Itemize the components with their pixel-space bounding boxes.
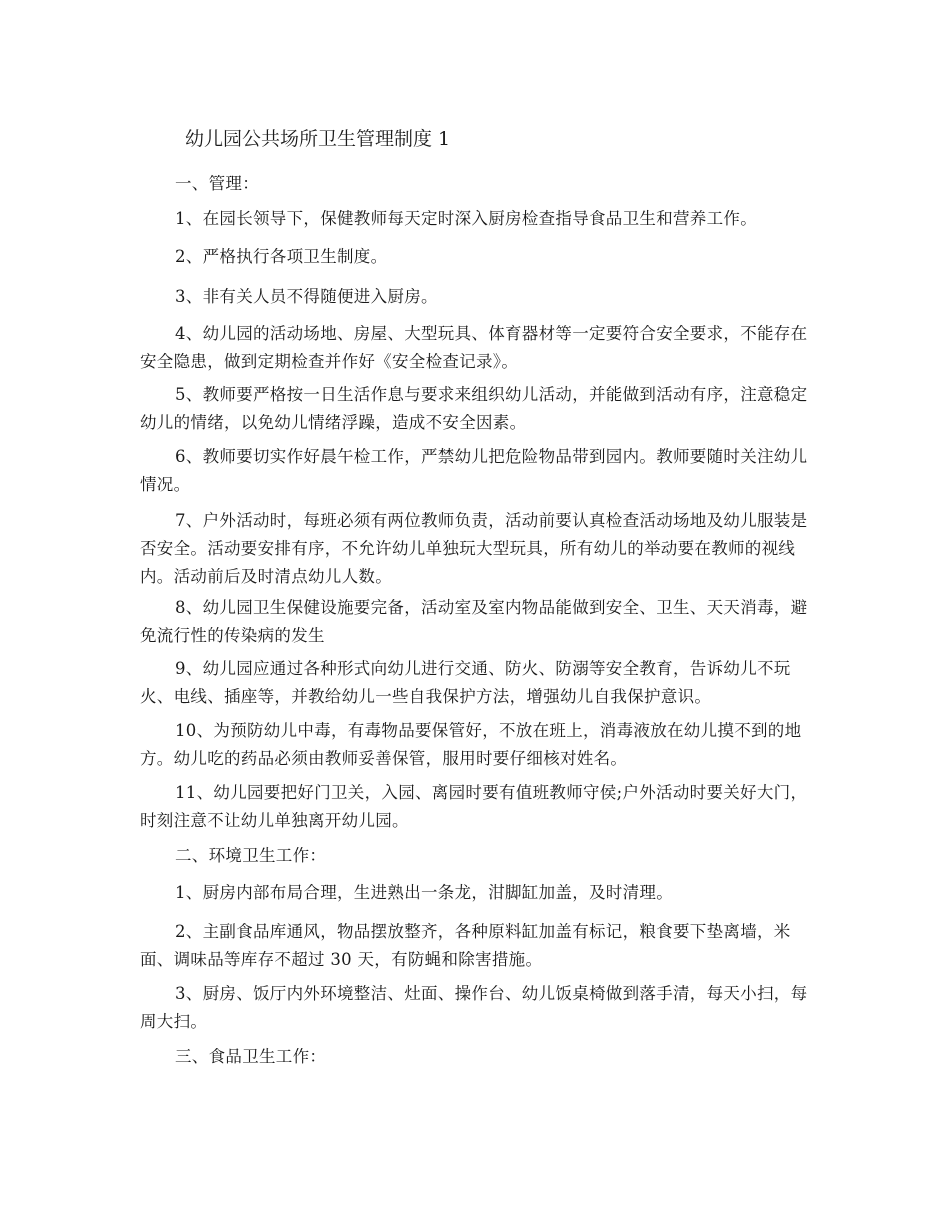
paragraph: 10、为预防幼儿中毒，有毒物品要保管好，不放在班上，消毒液放在幼儿摸不到的地方。幼儿吃的药品必须由教师妥善保管，服用时要仔细核对姓名。 xyxy=(140,721,802,768)
paragraph: 2、严格执行各项卫生制度。 xyxy=(175,247,388,266)
paragraph: 5、教师要严格按一日生活作息与要求来组织幼儿活动，并能做到活动有序，注意稳定幼儿的情绪，以免幼儿情绪浮躁，造成不安全因素。 xyxy=(140,385,808,432)
section-heading-management: 一、管理： xyxy=(175,174,259,193)
paragraph: 1、在园长领导下，保健教师每天定时深入厨房检查指导食品卫生和营养工作。 xyxy=(175,209,757,228)
paragraph: 1、厨房内部布局合理，生进熟出一条龙，泔脚缸加盖，及时清理。 xyxy=(175,883,673,902)
paragraph: 4、幼儿园的活动场地、房屋、大型玩具、体育器材等一定要符合安全要求，不能存在安全隐患，做到定期检查并作好《安全检查记录》。 xyxy=(140,324,808,371)
document-title: 幼儿园公共场所卫生管理制度 1 xyxy=(185,128,451,150)
section-heading-environment: 二、环境卫生工作： xyxy=(175,846,327,865)
paragraph: 6、教师要切实作好晨午检工作，严禁幼儿把危险物品带到园内。教师要随时关注幼儿情况。 xyxy=(140,447,808,494)
paragraph: 7、户外活动时，每班必须有两位教师负责，活动前要认真检查活动场地及幼儿服装是否安全。活动要安排有序，不允许幼儿单独玩大型玩具，所有幼儿的举动要在教师的视线内。活动前后及时清点幼儿人数。 xyxy=(140,511,808,586)
paragraph: 3、非有关人员不得随便进入厨房。 xyxy=(175,287,438,306)
paragraph: 2、主副食品库通风，物品摆放整齐，各种原料缸加盖有标记，粮食要下垫离墙，米面、调味品等库存不超过 30 天，有防蝇和除害措施。 xyxy=(140,922,791,969)
section-heading-food-hygiene: 三、食品卫生工作： xyxy=(175,1047,327,1066)
paragraph: 9、幼儿园应通过各种形式向幼儿进行交通、防火、防溺等安全教育，告诉幼儿不玩火、电线、插座等，并教给幼儿一些自我保护方法，增强幼儿自我保护意识。 xyxy=(140,659,791,706)
paragraph: 11、幼儿园要把好门卫关，入园、离园时要有值班教师守侯;户外活动时要关好大门，时刻注意不让幼儿单独离开幼儿园。 xyxy=(140,783,808,830)
paragraph: 8、幼儿园卫生保健设施要完备，活动室及室内物品能做到安全、卫生、天天消毒，避免流行性的传染病的发生 xyxy=(140,598,808,645)
paragraph: 3、厨房、饭厅内外环境整洁、灶面、操作台、幼儿饭桌椅做到落手清，每天小扫，每周大扫。 xyxy=(140,984,808,1031)
